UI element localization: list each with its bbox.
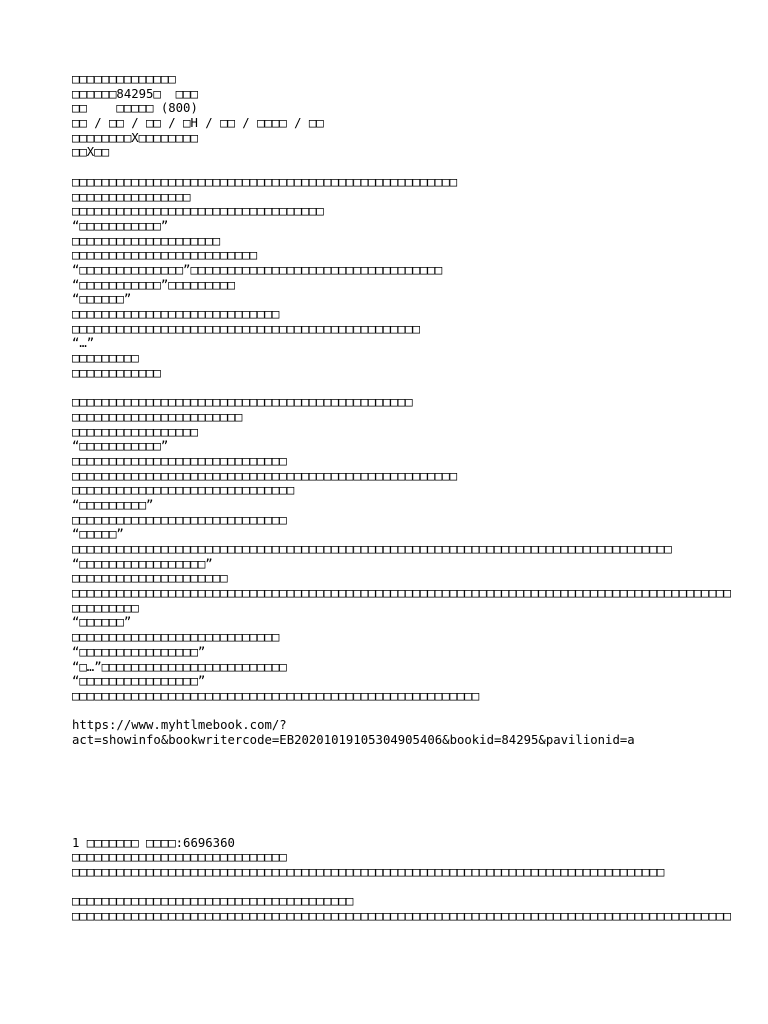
text-line: □□□□□□□□□□□□□□□□□ xyxy=(72,424,198,439)
header-line: □□□□□□84295□ □□□ xyxy=(72,86,198,101)
text-line: “□□□□□” xyxy=(72,527,124,542)
header-line: □□□□□□□□X□□□□□□□□ xyxy=(72,130,198,145)
text-line: □□□□□□□□□□□□□□□□□□□□□□□□□□□□□□□□□□□□□□□□□□□□□□□ xyxy=(72,321,420,336)
footer-line: 1 □□□□□□□ □□□□:6696360 xyxy=(72,835,235,850)
text-line: “□□□□□□□□□□□” xyxy=(72,218,169,233)
text-line: “□□□□□□□□□” xyxy=(72,497,154,512)
header-line: □□□□□□□□□□□□□□ xyxy=(72,72,176,86)
text-line: □□□□□□□□□□□□□□□□□□□□□□□□□□□□□ xyxy=(72,512,287,527)
text-line: “□□□□□□□□□□□”□□□□□□□□□ xyxy=(72,277,235,292)
text-line: □□□□□□□□□□□□□□□□□□□□□ xyxy=(72,571,228,586)
source-url[interactable] xyxy=(72,718,712,747)
footer-line: □□□□□□□□□□□□□□□□□□□□□□□□□□□□□□□□□□□□□□□□□□□□□□□□□□□□□□□□□□□□□□□□□□□□□□□□□□□□□□□□□□□□□□□□□ xyxy=(72,909,731,924)
text-line: □□□□□□□□□□□□□□□□□□□□□□□ xyxy=(72,409,243,424)
footer-line xyxy=(72,880,712,895)
text-line: □□□□□□□□□□□□□□□□□□□□ xyxy=(72,233,221,248)
text-line: □□□□□□□□□ xyxy=(72,600,139,615)
document-page xyxy=(72,72,731,924)
text-line: “…” xyxy=(72,336,95,351)
text-line: “□□□□□□□□□□□□□□□□” xyxy=(72,674,206,689)
header-line: □□ / □□ / □□ / □H / □□ / □□□□ / □□ xyxy=(72,116,324,131)
text-line: □□□□□□□□□□□□□□□□ xyxy=(72,189,191,204)
text-line: “□□□□□□□□□□□□□□□□” xyxy=(72,644,206,659)
text-line: □□□□□□□□□□□□□□□□□□□□□□□□□□□□□□□□□□□□□□□□□□□□□□ xyxy=(72,395,413,410)
text-line: □□□□□□□□□□□□□□□□□□□□□□□□□□□□□ xyxy=(72,453,287,468)
text-line: “□□□□□□” xyxy=(72,615,132,630)
text-line: “□□□□□□□□□□□□□□”□□□□□□□□□□□□□□□□□□□□□□□□□□□□□□□□□□ xyxy=(72,262,443,277)
page-footer xyxy=(72,835,731,924)
footer-line: □□□□□□□□□□□□□□□□□□□□□□□□□□□□□□□□□□□□□□□□□□□□□□□□□□□□□□□□□□□□□□□□□□□□□□□□□□□□□□□□ xyxy=(72,865,665,879)
text-line: “□□□□□□” xyxy=(72,292,132,307)
text-line: □□□□□□□□□□□□□□□□□□□□□□□□□□□□□□□□□□ xyxy=(72,204,324,219)
footer-line: □□□□□□□□□□□□□□□□□□□□□□□□□□□□□ xyxy=(72,850,287,865)
text-line: □□□□□□□□□□□□□□□□□□□□□□□□□□□□ xyxy=(72,307,280,321)
url-line: https://www.myhtlmebook.com/? xyxy=(72,718,287,733)
text-line: □□□□□□□□□□□□□□□□□□□□□□□□□□□□□□□□□□□□□□□□□□□□□□□□□□□□ xyxy=(72,468,457,483)
text-line: □□□□□□□□□□□□□□□□□□□□□□□□□□□□□□□□□□□□□□□□□□□□□□□□□□□□□□□ xyxy=(72,688,480,703)
text-line: □□□□□□□□□□□□□□□□□□□□□□□□□□□□□□□□□□□□□□□□□□□□□□□□□□□□□□□□□□□□□□□□□□□□□□□□□□□□□□□□□□□□□□□□□ xyxy=(72,586,731,601)
text-block xyxy=(72,175,712,381)
text-line: “□□□□□□□□□□□” xyxy=(72,439,169,454)
text-block xyxy=(72,395,731,703)
spacer xyxy=(72,380,712,395)
footer-line: □□□□□□□□□□□□□□□□□□□□□□□□□□□□□□□□□□□□□□ xyxy=(72,894,354,909)
spacer xyxy=(72,704,712,719)
header-line: □□ □□□□□ (800) xyxy=(72,101,198,116)
text-line: □□□□□□□□□□□□ xyxy=(72,365,161,380)
book-header xyxy=(72,72,712,160)
text-line: □□□□□□□□□□□□□□□□□□□□□□□□□□□□□□ xyxy=(72,483,295,498)
spacer xyxy=(72,160,712,175)
header-line: □□X□□ xyxy=(72,145,110,160)
text-line: □□□□□□□□□□□□□□□□□□□□□□□□□ xyxy=(72,248,258,263)
text-line: □□□□□□□□□□□□□□□□□□□□□□□□□□□□ xyxy=(72,630,280,645)
text-line: □□□□□□□□□□□□□□□□□□□□□□□□□□□□□□□□□□□□□□□□□□□□□□□□□□□□□□□□□□□□□□□□□□□□□□□□□□□□□□□□□ xyxy=(72,542,672,556)
text-line: “□□□□□□□□□□□□□□□□□” xyxy=(72,556,213,571)
url-line: act=showinfo&bookwritercode=EB20201019105304905406&bookid=84295&pavilionid=a xyxy=(72,732,635,747)
text-line: □□□□□□□□□□□□□□□□□□□□□□□□□□□□□□□□□□□□□□□□□□□□□□□□□□□□ xyxy=(72,174,457,189)
text-line: □□□□□□□□□ xyxy=(72,351,139,366)
text-line: “□…”□□□□□□□□□□□□□□□□□□□□□□□□□ xyxy=(72,659,287,674)
spacer xyxy=(72,748,712,836)
